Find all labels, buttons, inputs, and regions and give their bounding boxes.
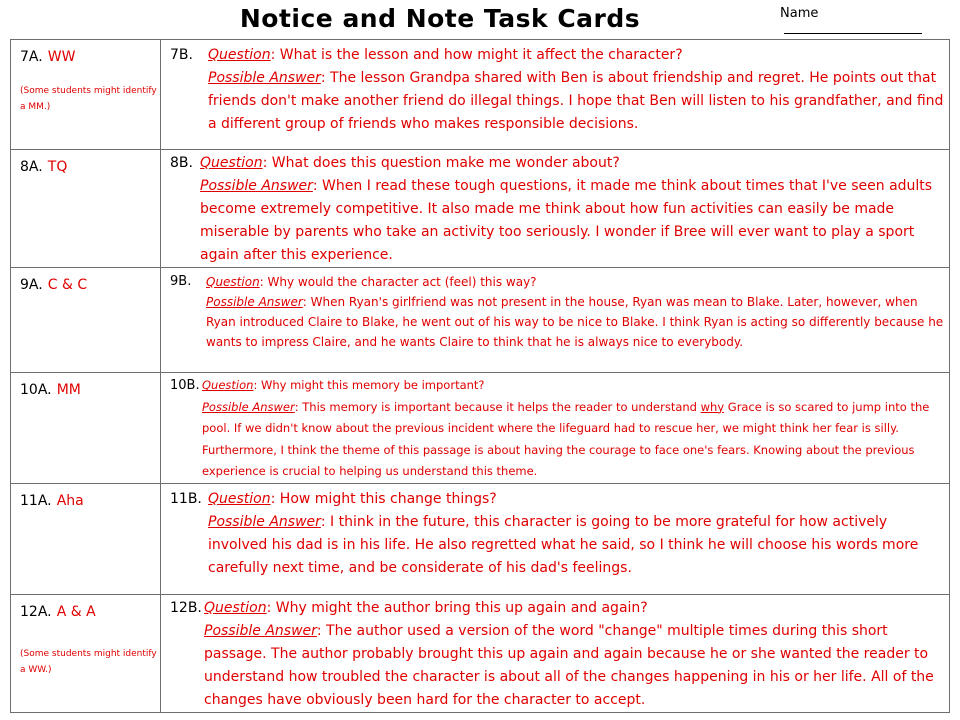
signpost-answer: A & A [56,604,96,620]
card-label: 11B. [170,491,202,507]
card-label: 8B. [170,155,193,171]
answer-text: : When Ryan's girlfriend was not present in the house, Ryan was mean to Blake. Later, however, when Ryan introduced Claire to Blake, he went out of his way to be nice to Blake. I think Ryan is acting so differently because he wants to impress Claire, and he wants Claire to think that he is always nice to everybody. [206,295,944,349]
answer-text-end: Grace is so scared to jump into the pool. If we didn't know about the previous incident where the lifeguard had to rescue her, we might think her fear is silly. Furthermore, I think the theme of this passage is about having the courage to face one's fears. Knowing about the previous experience is crucial to helping us understand this theme. [202,399,930,478]
name-field [780,6,960,38]
signpost-answer: WW [47,49,76,65]
response-cell-9b [161,268,950,373]
answer-text: : The author used a version of the word "change" multiple times during this short passage. The author probably brought this up again and again because he or she wanted the reader to understand how troubled the character is about all of the changes happening in his or her life. All of the changes have obviously been hard for the character to accept. [204,623,934,708]
task-cards-table [10,39,950,713]
response-cell-8b [161,150,950,268]
answer-label: Possible Answer [206,295,303,309]
question-text: : Why would the character act (feel) this way? [259,275,537,289]
response-cell-12b [161,595,950,713]
answer-note: (Some students might identify a WW.) [20,649,157,675]
answer-cell-10a [11,373,161,484]
answer-cell-7a [11,40,161,150]
table-row [11,268,950,373]
response-cell-7b [161,40,950,150]
card-label: 12A. [20,604,52,620]
page-title: Notice and Note Task Cards [239,4,641,33]
card-label: 7A. [20,49,43,65]
response-text [206,272,945,352]
question-text: : Why might this memory be important? [253,378,485,392]
table-row [11,595,950,713]
question-label: Question [200,155,263,171]
signpost-answer: C & C [47,277,88,293]
answer-text: : The lesson Grandpa shared with Ben is about friendship and regret. He points out that friends don't make another friend do illegal things. I hope that Ben will listen to his grandfather, and find a different group of friends who makes responsible decisions. [208,70,944,132]
response-text [204,597,945,712]
question-label: Question [208,491,271,507]
name-blank-line [784,21,922,34]
card-label: 12B. [170,600,202,616]
answer-text: : When I read these tough questions, it made me think about times that I've seen adults become extremely competitive. It also made me think about how fun activities can easily be made miserable by parents who take an activity too seriously. I wonder if Bree will ever want to play a sport again after this experience. [200,178,933,263]
question-text: : What is the lesson and how might it affect the character? [270,47,683,63]
answer-emphasis: why [700,399,725,414]
response-text [208,44,945,136]
table-row [11,40,950,150]
table-row [11,484,950,595]
table-row [11,150,950,268]
question-text: : Why might the author bring this up again and again? [266,600,648,616]
question-label: Question [202,378,254,392]
answer-cell-11a [11,484,161,595]
answer-text-start: : This memory is important because it helps the reader to understand [294,399,701,414]
response-text [208,488,945,580]
card-label: 7B. [170,47,193,63]
card-label: 10B. [170,378,200,393]
card-label: 10A. [20,382,52,398]
answer-cell-9a [11,268,161,373]
question-label: Question [206,275,260,289]
card-label: 9B. [170,274,192,289]
response-text [200,152,945,267]
response-cell-10b [161,373,950,484]
name-label: Name [780,6,819,21]
signpost-answer: MM [56,382,81,398]
answer-label: Possible Answer [204,623,317,639]
answer-label: Possible Answer [208,70,321,86]
answer-label: Possible Answer [200,178,313,194]
card-label: 11A. [20,493,52,509]
response-cell-11b [161,484,950,595]
card-label: 8A. [20,159,43,175]
answer-note: (Some students might identify a MM.) [20,86,157,112]
answer-cell-8a [11,150,161,268]
answer-label: Possible Answer [202,399,295,414]
signpost-answer: TQ [47,159,68,175]
table-row [11,373,950,484]
answer-label: Possible Answer [208,514,321,530]
question-label: Question [204,600,267,616]
question-text: : What does this question make me wonder about? [262,155,620,171]
response-text [202,375,945,483]
question-text: : How might this change things? [270,491,497,507]
answer-text: : I think in the future, this character is going to be more grateful for how actively involved his dad is in his life. He also regretted what he said, so I think he will choose his words more carefully next time, and be considerate of his dad's feelings. [208,514,919,576]
answer-cell-12a [11,595,161,713]
question-label: Question [208,47,271,63]
card-label: 9A. [20,277,43,293]
signpost-answer: Aha [56,493,84,509]
